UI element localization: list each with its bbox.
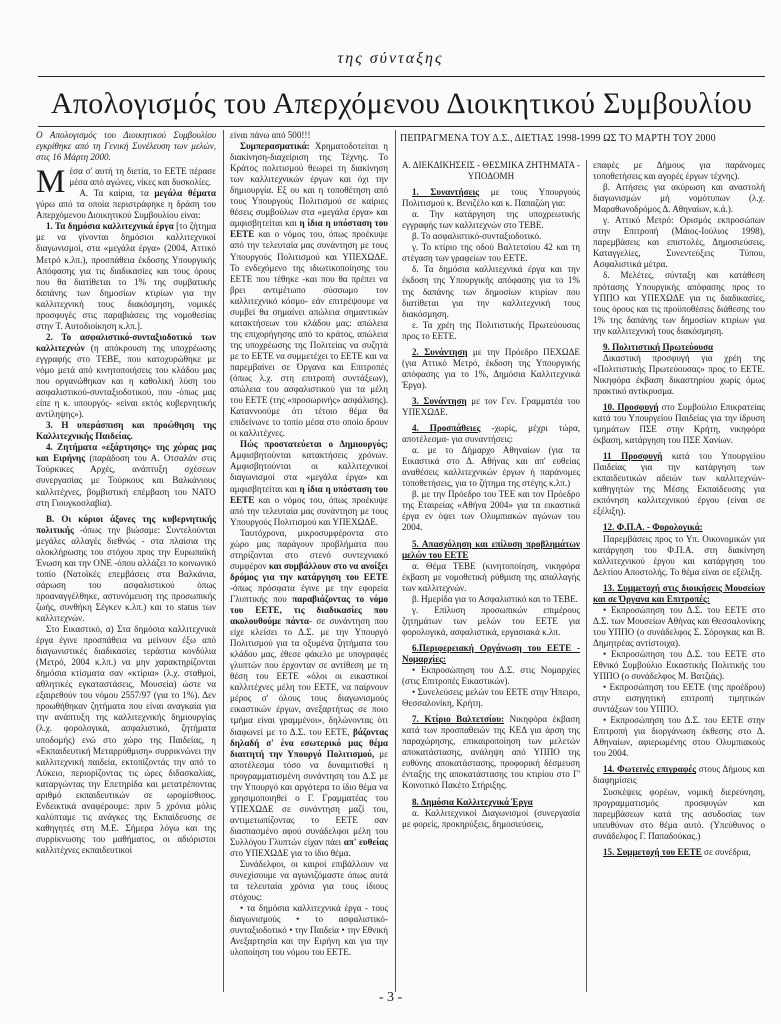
section-label: της σύνταξης (337, 50, 444, 67)
paragraph (593, 402, 765, 446)
bold-text: βάζοντας δηλαδή σ' ένα εσωτερικό μας θέμα διαιτητή την Υπουργό Πολιτισμού, (230, 726, 388, 759)
bullet-paragraph: • τα δημόσια καλλιτεχνικά έργα - τους διαγωνισμούς • το ασφαλιστικό-συνταξιοδοτικό • την Παιδεία • την Εθνική Ανεξαρτησία και την Ειρήνη και για την υλοποίηση του νόμου του ΕΕΤΕ. (230, 903, 388, 958)
paragraph (36, 332, 216, 420)
text: και ο νόμος του, όπως προέκυψε από την τελευταία μας συνάντηση με τους Υπουργούς Πολιτισμού και ΥΠΕΧΩΔΕ. (230, 494, 388, 527)
text: Χρηματοδοτείται η διακίνηση-διαχείριση της Τέχνης. Το Κράτος πολιτισμού θεωρεί τη διακίνηση των καλλιτεχνικών έργων και όχι την δημιουργία. Εξ ου και η τοποθέτηση από τους Υπουργούς Πολιτισμού σε καίριες θέσεις συμβούλων στα «μεγάλα έργα» και αμφισβητείται και (230, 141, 388, 229)
bold-text: 11 Προσφυγή (603, 451, 663, 462)
bold-text: 15. Συμμετοχή του ΕΕΤΕ (603, 846, 702, 857)
text: Νικηφόρα έκβαση κατά των προσπαθειών της ΚΕΔ για άρση της παραχώρησης, επικαιροποίηση των μελετών αποκατάστασης, ανάληψη από ΥΠΠΟ της ευθύνης αποκατάστασης, προφορική δέσμευση ένταξης της αποκατάστασης του κτιρίου στο Γ' Κοινοτικό Πακέτο Στήριξης. (402, 714, 581, 791)
text: - σε συνάντηση που είχε κλείσει το Δ.Σ. με την Υπουργό Πολιτισμού για τα οξυμένα ζητήματα του κλάδου μας, έθεσε φάκελο με υπογραφές γλυπτών που έρχονταν σε αντίθεση με τη θέση του ΕΕΤΕ «όλοι οι εικαστικοί καλλιτέχνες μέλη του ΕΕΤΕ, να παίρνουν μέρος σ' όλους τους διαγωνισμούς εικαστικών έργων, ανεξαρτήτως σε ποιο τμήμα είναι γραμμένοι», δηλώνοντας ότι διαφωνεί με το Δ.Σ. του ΕΕΤΕ, (230, 616, 389, 737)
subheading: 13. Συμμετοχή στις διοικήσεις Μουσείων και σε Όργανα και Επιτροπές: (593, 582, 765, 604)
bold-text: και συμβάλλουν στο να ανοίξει δρόμος για την κατάργηση του ΕΕΤΕ (230, 560, 388, 582)
bold-text: 10. Προσφυγή (603, 401, 659, 412)
paragraph: γ. Το κτίριο της οδού Βαλτετσίου 42 και τη στέγαση των γραφείων του ΕΕΤΕ. (402, 242, 580, 264)
paragraph: α. Την κατάργηση της υποχρεωτικής εγγραφής των καλλιτεχνών στο ΤΕΒΕ. (402, 209, 580, 231)
bold-text: 4. Προσπάθειες (412, 423, 481, 434)
text: και ο νόμος του, όπως προέκυψε από την τελευταία μας συνάντηση με τους Υπουργούς Πολιτισμού και ΥΠΕΧΩΔΕ. Το ενδεχόμενο της ιδιωτικοποίησης του ΕΕΤΕ που τέθηκε -και που θα πρέπει να βρει αντιμέτωπο σύσσωμο τον καλλιτεχνικό κόσμο- εάν επιτρέψουμε να συμβεί θα σημαίνει απώλεια σημαντικών κατακτήσεων του κλάδου μας: απώλεια της επιχορήγησης από το κράτος, απώλεια της υποχρέωσης της Πολιτείας να συζητά με το ΕΕΤΕ να συμμετέχει το ΕΕΤΕ και να παρεμβαίνει σε Όργανα και Επιτροπές (όπως λ.χ. στη επιτροπή συντάξεων), απώλεια του ασφαλιστικού για τα μέλη του ΕΕΤΕ (της «προσωρινής» ασφάλισης). Καταννοούμε ότι τέτοιο θέμα θα επιδείνωνε το τοπίο μέσα στο οποίο δρουν οι καλλιτέχνες. (230, 229, 388, 439)
bold-text: παραβιάζοντας το νόμο του ΕΕΤΕ, τις διαδικασίες που ακολουθούμε πάντα (230, 593, 388, 627)
paragraph (593, 847, 765, 858)
column-divider (395, 130, 396, 992)
paragraph: β. Ημερίδα για το Ασφαλιστικό και το ΤΕΒΕ. (412, 593, 578, 604)
intro-paragraph: Ο Απολογισμός του Διοικητικού Συμβουλίου εγκρίθηκε από τη Γενική Συνέλευση των μελών, στις 16 Μάρτη 2000. (36, 130, 216, 163)
bold-text: 7. Κτίριο Βαλτετσίου: (412, 714, 505, 725)
paragraph: • Συνελεύσεις μελών του ΕΕΤΕ στην Ήπειρο, Θεσσαλονίκη, Κρήτη. (402, 687, 580, 709)
bold-text: Πώς προστατεύεται ο Δημιουργός; (240, 439, 388, 450)
text: με τον Γεν. Γραμματέα του ΥΠΕΧΩΔΕ. (402, 395, 580, 417)
paragraph: ε. Τα χρέη της Πολιτιστικής Πρωτεύουσας προς το ΕΕΤΕ. (402, 319, 580, 341)
paragraph (402, 187, 580, 209)
paragraph (593, 764, 765, 786)
paragraph (402, 347, 580, 391)
text: -όπως πρόσφατα έγινε με την εφορεία Γλυπτικής που (230, 582, 388, 604)
text: (παράδοση του Α. Οτσαλάν στις Τούρκικες Αρχές, ανάπτυξη σχέσεων συνεργασίας με Τούρκους και Βαλκάνιους καλλιτέχνες, βομβιστική επέμβαση του ΝΑΤΟ στη Γιουγκοσλαβία). (36, 453, 216, 508)
bold-text: 14. Φωτεινές επιγραφές (603, 764, 697, 775)
paragraph: β. με την Πρόεδρο του ΤΕΕ και τον Πρόεδρο της Εταιρείας «Αθήνα 2004» για τα εικαστικά έργα εν όψει των Ολυμπιακών αγώνων του 2004. (402, 489, 580, 533)
text: Α. Τα καίρια, τα (79, 188, 155, 199)
column-2 (230, 130, 388, 959)
paragraph: α. με το Δήμαρχο Αθηναίων (για τα Εικαστικά στο Δ. Αθήνας και απ' ευθείας αναθέσεις καλλιτεχνικών έργων ή παράνομες τοποθετήσεις, για το ζήτημα της στέγης κ.λπ.) (402, 445, 580, 489)
text: στους Δήμους και διαφημίσεις (593, 764, 765, 786)
paragraph: δ. Μελέτες, σύνταξη και κατάθεση πρότασης Υπουργικής απόφασης προς το ΥΠΠΟ και ΥΠΕΧΩΔΕ για τις διαδικασίες, τους όρους και τις προϋποθέσεις διάθεσης του 1% της δαπάνης των δημοσίων κτιρίων για την καλλιτεχνική τους διακόσμηση. (593, 270, 765, 336)
paragraph: είναι πάνω από 500!!! (230, 130, 311, 140)
text: με αποτέλεσμα τόσο να δυναμιτισθεί η προγραμματισμένη συνάντηση του Δ.Σ με την Υπουργό και αργότερα το ίδιο θέμα να χρησιμοποιηθεί ο Γ. Γραμματέας του ΥΠΕΧΩΔΕ σε συνάντηση μαζί του, αντιμετωπίζοντας το ΕΕΤΕ σαν διασπασμένο αφού συνάδελφοι μέλη του Συλλόγου Γλυπτών είχαν πάει (230, 748, 388, 847)
paragraph: β. Αιτήσεις για ακύρωση και αναστολή διαγωνισμών μή νομότυπων (λ.χ. Μαραθωνοδρόμος Δ. Αθηναίων, κ.ά.). (593, 182, 765, 215)
paragraph (402, 714, 580, 791)
paragraph (230, 141, 388, 439)
paragraph: επαφές με Δήμους για παράνομες τοποθετήσεις και αγορές έργων τέχνης). (593, 160, 765, 182)
subheading: Α. ΔΙΕΚΔΙΚΗΣΕΙΣ - ΘΕΣΜΙΚΑ ΖΗΤΗΜΑΤΑ - ΥΠΟΔΟΜΗ (402, 160, 580, 182)
paragraph (593, 451, 765, 517)
bold-text: Συμπερασματικά: (240, 141, 310, 152)
bold-text: 1. Τα δημόσια καλλιτεχνικά έργα (46, 221, 174, 232)
subheading: 12. Φ.Π.Α. - Φορολογικά: (603, 522, 703, 533)
paragraph: β. Το ασφαλιστικό-συνταξιοδοτικό. (412, 231, 542, 242)
headline-rule (38, 126, 765, 127)
paragraph (402, 423, 580, 445)
subheading: 8. Δημόσια Καλλιτεχνικά Έργα (412, 796, 533, 807)
drop-cap: Μ (36, 164, 66, 201)
subheading: 6.Περιφερειακή Οργάνωση του ΕΕΤΕ - Νομαρχίες: (402, 642, 580, 664)
text: γύρω από τα οποία περιστράφηκε η δράση του Απερχόμενου Διοικητικού Συμβουλίου είναι: (36, 199, 216, 221)
paragraph (36, 514, 216, 624)
paragraph (230, 528, 388, 859)
paragraph: Συνάδελφοι, οι καιροί επιβάλλουν να συνεχίσουμε να αγωνιζόμαστε όπως αυτά τα τελευταία χρόνια για τους ίδιους στόχους: (230, 859, 388, 903)
bold-text: 2. Το ασφαλιστικό-συνταξιοδοτικό των καλλιτεχνών (36, 331, 216, 353)
page-headline: Απολογισμός του Απερχόμενου Διοικητικού Συμβουλίου (50, 87, 753, 120)
bold-text: η ίδια η υπόσταση του ΕΕΤΕ (230, 218, 388, 240)
bold-text: η ίδια η υπόσταση του ΕΕΤΕ (230, 483, 388, 505)
text: με τους Υπουργούς Πολιτισμού κ. Βενιζέλο και κ. Παπαζώη για: (402, 187, 580, 209)
right-section-heading: ΠΕΠΡΑΓΜΕΝΑ ΤΟΥ Δ.Σ., ΔΙΕΤΙΑΣ 1998-1999 ΩΣ ΤΟ ΜΑΡΤΗ ΤΟΥ 2000 (400, 133, 716, 144)
text: στο Συμβούλιο Επικρατείας κατά του Υπουργείου Παιδείας για την ίδρυση τμημάτων ΠΣΕ στην Κρήτη, νικηφόρα έκβαση, κατάργηση του ΠΣΕ Χανίων. (593, 401, 766, 446)
bold-text: 2. Συνάντηση (412, 346, 468, 357)
text: σε συνέδρια, (701, 846, 751, 857)
paragraph: • Εκπροσώπηση του Δ.Σ. του ΕΕΤΕ στο Δ.Σ. των Μουσείων Αθήνας και Θεσσαλονίκης του ΥΠΠΟ (ο συνάδελφος Σ. Σόρογκας και Β. Δημητρέας αντίστοιχα). (593, 604, 765, 648)
bold-text: μεγάλα θέματα (154, 188, 216, 199)
text: κατά του Υπουργείου Παιδείας για την κατάργηση των εκπαιδευτικών αδειών των καλλιτεχνών-καθηγητών της Μέσης Εκπαίδευσης για εκπόνηση καλλιτεχνικού έργου (είναι σε εξέλιξη). (593, 451, 765, 517)
paragraph: Συσκέψεις φορέων, νομική διερεύνηση, προγραμματισμός προσφυγών και παρεμβάσεων κατά της ασυδοσίας των υπευθύνων στο θέμα αυτό. (Υπεύθυνος ο συνάδελφος Γ. Παπαδούκας.) (593, 786, 765, 841)
column-divider (586, 160, 587, 992)
bold-text: 1. Συναντήσεις (412, 187, 480, 198)
column-1 (36, 130, 216, 856)
paragraph: • Εκπροσώπηση του Δ.Σ. του ΕΕΤΕ στο Εθνικό Συμβούλιο Εικαστικής Πολιτικής του ΥΠΠΟ (ο συνάδελφος Μ. Βατζιάς). (593, 648, 765, 682)
text: Ταυτόχρονα, μικροσυμφέροντα στο χώρο μας παράγουν προβλήματα που στηρίζονται στο στενό συντεχνιακό συμφέρον (230, 527, 388, 571)
text: -χωρίς, μέχρι τώρα, αποτέλεσμα- για συναντήσεις: (402, 423, 580, 445)
paragraph (402, 396, 580, 418)
paragraph: α. Καλλιτεχνικοί Διαγωνισμοί (συνεργασία με φορείς, προκηρύξεις, δημοσιεύσεις, (402, 807, 580, 829)
paragraph: • Εκπροσώπηση του ΕΕΤΕ (της προέδρου) στην εισηγητική επιτροπή τιμητικών συντάξεων του ΥΠΠΟ. (593, 682, 765, 715)
paragraph: γ. Επίλυση προσωπικών επιμέρους ζητημάτων των μελών του ΕΕΤΕ για φορολογικά, ασφαλιστικά, εργασιακά κ.λπ. (402, 604, 580, 637)
column-divider (223, 130, 224, 992)
bold-text: Β. Οι κύριοι άξονες της κυβερνητικής πολιτικής (36, 513, 216, 535)
text: έσα σ' αυτή τη διετία, το ΕΕΤΕ πέρασε μέσα από αγώνες, νίκες και δυσκολίες. (69, 166, 216, 188)
column-4 (593, 160, 765, 858)
text: -όπως την βιώσαμε: Συντελούνται μεγάλες αλλαγές διεθνώς - στα πλαίσια της ολοκλήρωσης του στόχου προς την Ευρωπαϊκή Ένωση και την ΟΝΕ -όπου αλλάζει το κοινωνικό τοπίο (Νατοϊκές επεμβάσεις στα Βαλκάνια, σάρωση του ασφαλιστικού όπως προαναγγέλθηκε, αστυνόμευση της προσωπικής ζωής, συνθήκη Σέγκεν κ.λπ.) και το status των καλλιτεχνών. (36, 524, 216, 624)
paragraph: • Εκπροσώπηση του Δ.Σ. του ΕΕΤΕ στην Επιτροπή για διοργάνωση έκθεσης στο Δ. Αθηναίων, αφιερωμένης στου Ολυμπιακούς του 2004. (593, 715, 765, 759)
paragraph: Παρεμβάσεις προς το Υπ. Οικονομικών για κατάργηση του Φ.Π.Α. στη διακίνηση καλλιτεχνικού έργου και κατάργηση του Δελτίου Αποστολής. Το θέμα είναι σε εξέλιξη. (593, 533, 765, 577)
bold-text: 4. Ζητήματα «εξάρτησης» της χώρας μας και Ειρήνης (36, 442, 216, 464)
paragraph: • Εκπροσώπηση του Δ.Σ. στις Νομαρχίες (στις Επιτροπές Εικαστικών). (402, 665, 580, 687)
column-3 (402, 160, 580, 830)
bold-text: 3. Συνάντηση (412, 395, 467, 406)
paragraph: δ. Τα δημόσια καλλιτεχνικά έργα και την έκδοση της Υπουργικής απόφασης για το 1% της δαπάνης των δημοσίων κτιρίων που διατίθεται για την καλλιτεχνική τους διακόσμηση. (402, 264, 580, 319)
paragraph (230, 439, 388, 527)
text: στο ΥΠΕΧΩΔΕ για το ίδιο θέμα. (230, 848, 351, 859)
paragraph: γ. Αττικό Μετρό: Ορισμός εκπροσώπων στην Επιτροπή (Μάιος-Ιούλιος 1998), παρεμβάσεις και επιστολές, Δημοσιεύσεις, Καταγγελίες, Συνεντεύξεις Τύπου, Ασφαλιστικά μέτρα. (593, 215, 765, 270)
paragraph (36, 221, 216, 331)
paragraph: 3. Η υπεράσπιση και προώθηση της Καλλιτεχνικής Παιδείας. (36, 420, 216, 442)
paragraph: Δικαστική προσφυγή για χρέη της «Πολιτιστικής Πρωτεύουσας» προς το ΕΕΤΕ. Νικηφόρα έκβαση δικαστηρίου χωρίς όμως πρακτικό αντίκρυσμα. (593, 352, 765, 396)
text: (η απόκρουση της υποχρέωσης εγγραφής στο ΤΕΒΕ, που κατοχυρώθηκε με νόμο μετά από κινητοποιήσεις του κλάδου μας που οργανώθηκαν και η καθολική λύση του ασφαλιστικού-συνταξιοδοτικού, που -όπως μας είπε η κ. υπουργός- «είναι εκτός κυβερνητικής αντίληψης»). (36, 342, 216, 420)
text: [το ζήτημα με να γίνονται δημόσιοι καλλιτεχνικοί διαγωνισμοί, στα «μεγάλα έργα» (2004, Αττικό Μετρό κ.λπ.), προσπάθεια έκδοσης Υπουργικής Απόφασης για τις διαδικασίες και τους όρους που θα διατίθεται το 1% της συμβατικής δαπάνης των δημοσίων κτιρίων για την καλλιτεχνική τους διακόσμηση, νομικές προσφυγές στις παραβιάσεις της νομοθεσίας στην Τ. Αυτοδιοίκηση κ.λπ.]. (36, 221, 216, 331)
subheading: 9. Πολιτιστική Πρωτεύουσα (603, 341, 714, 352)
page-number: - 3 - (378, 990, 403, 1005)
subheading: 5. Απασχόληση και επίλυση προβλημάτων μελών του ΕΕΤΕ (402, 538, 580, 560)
paragraph: Στο Εικαστικό, α) Στα δημόσια καλλιτεχνικά έργα έγινε προσπάθεια να μείνουν έξω από διαγωνιστικές διαδικασίες τεράστια κονδύλια (Μετρό, 2004 κ.λπ.) να μην χαρακτηρίζονται δημόσια κτίσματα σαν «κτίρια» (λ.χ. σταθμοί, αθλητικές εγκαταστάσεις, Μουσεία) ώστε να εξαιρεθούν του νόμου 2557/97 (για το 1%). Δεν προωθήθηκαν ζητήματα που είναι αναγκαία για την ανάπτυξη της καλλιτεχνικής δημιουργίας (λ.χ. φορολογικά, ασφαλιστικό, ζητήματα υποδομής) ενώ στο χώρο της Παιδείας, η «Εκπαιδευτική Μεταρρύθμιση» συρρικνώνει την καλλιτεχνική παιδεία, εκτοπίζοντάς την από το Λύκειο, περιορίζοντας τις ώρες διδασκαλίας, καταργώντας την Επετηρίδα και μετατρέποντας αριθμό εκπαιδευτικών σε ωρομίσθιους. Ενδεικτικά αναφέρουμε: πριν 5 χρόνια μόλις καλύπταμε τις ανάγκες της Εκπαίδευσης σε καθηγητές στη Μ.Ε. Σήμερα λόγω και της συρρίκνωσης του μαθήματος, οι αδιόριστοι καλλιτέχνες εκπαιδευτικοί (36, 624, 216, 855)
paragraph: α. Θέμα ΤΕΒΕ (κινητοποίηση, νικηφόρα έκβαση με νομοθετική ρύθμιση της απαλλαγής των καλλιτεχνών. (402, 560, 580, 593)
bold-text: απ' ευθείας (343, 837, 388, 847)
text: με την Πρόεδρο ΠΕΧΩΔΕ (για Αττικό Μετρό, έκδοση της Υπουργικής απόφασης για το 1%, Δημόσια Καλλιτεχνικά Έργα). (402, 346, 580, 390)
top-rule (38, 76, 765, 77)
paragraph (36, 442, 216, 508)
text: Αμφισβητούνται κατακτήσεις χρόνων. Αμφισβητούνται οι καλλιτεχνικοί διαγωνισμοί στα «μεγάλα έργα» και αμφισβητείται και (230, 450, 388, 494)
